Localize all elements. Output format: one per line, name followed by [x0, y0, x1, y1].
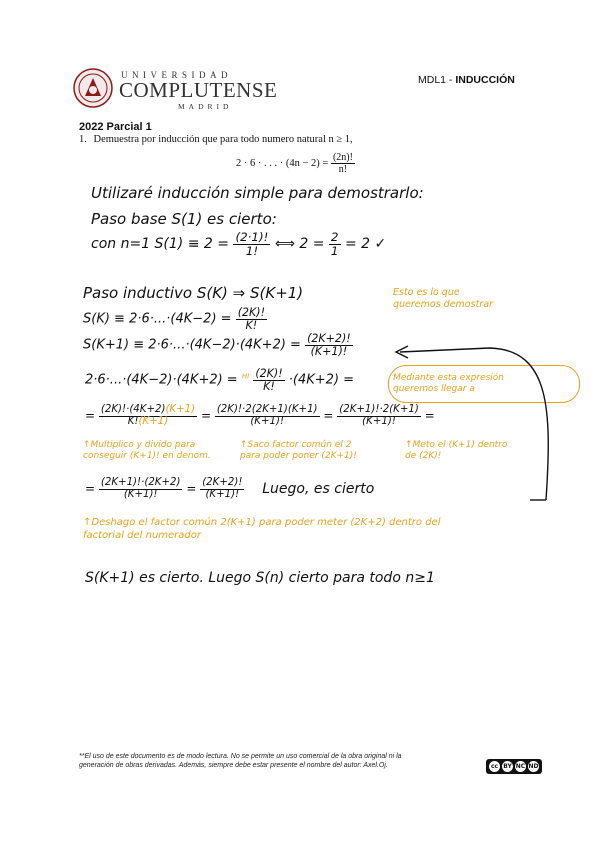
annotation-insert: ↑Meto el (K+1) dentro de (2K)! — [405, 440, 508, 462]
hw-base-frac1 — [233, 231, 270, 257]
hw-final-conclusion: Luego, es cierto — [262, 480, 375, 497]
hw-base-case — [91, 231, 386, 257]
cc-icon: cc — [490, 763, 499, 770]
hw-hi-mark: HI — [241, 372, 250, 381]
hw-hi-a: 2·6·...·(4K−2)·(4K+2) = — [85, 372, 238, 388]
footer-note — [79, 752, 469, 770]
hw-chain-n1a: (2K)!·(4K+2) — [100, 404, 166, 415]
hw-sk-den: K! — [245, 318, 258, 332]
hw-sk-num: (2K)! — [237, 306, 266, 319]
hw-chain-n1b: (K+1) — [165, 404, 196, 415]
license-badge — [486, 759, 542, 774]
problem-statement — [79, 134, 353, 145]
hw-chain: = $\frac{(2K)!\cdot(4K+2)(K+1)}{K!(K+1)}$ = $\frac{(2K)!\cdot 2(2K+1)(K+1)}{(K+1)!}$ = $\frac{(2K+1)!\cdot 2(K+1)}{(K+1)!}$ = — [85, 404, 435, 427]
hw-chain-n3: (2K+1)!·2(K+1) — [339, 404, 419, 415]
hw-conclusion: S(K+1) es cierto. Luego S(n) cierto para todo n≥1 — [85, 570, 435, 586]
formula-num: (2n)! — [332, 152, 353, 163]
hw-sk1 — [83, 333, 353, 357]
hw-base-frac2-den: 1 — [330, 243, 339, 258]
hw-sk1-num: (2K+2)! — [307, 332, 351, 345]
problem-number: 1. — [79, 134, 87, 145]
hw-hi-b: ·(4K+2) = — [288, 372, 355, 388]
hw-inductive-title: Paso inductivo S(K) ⇒ S(K+1) — [83, 284, 304, 302]
problem-text: Demuestra por inducción que para todo numero natural n ≥ 1, — [93, 134, 353, 145]
hw-final-d1: (K+1)! — [123, 488, 158, 500]
hw-base-c: = 2 ✓ — [344, 236, 387, 252]
hw-sk1-den: (K+1)! — [310, 344, 348, 358]
university-name-top: UNIVERSIDAD — [121, 70, 232, 80]
university-name-main: COMPLUTENSE — [119, 78, 278, 102]
hw-base-a: con n=1 S(1) ≡ 2 = — [91, 236, 229, 252]
by-icon: BY — [503, 763, 512, 770]
hw-hi-frac — [253, 368, 284, 392]
hw-chain-d2: (K+1)! — [250, 415, 285, 427]
problem-formula — [236, 152, 355, 175]
hw-base-frac2-num: 2 — [330, 230, 339, 244]
formula-den: n! — [338, 164, 348, 175]
hw-sk — [83, 307, 267, 331]
hw-chain-d1a: K! — [127, 415, 139, 427]
formula-fraction — [331, 152, 355, 175]
hw-chain-frac2 — [215, 405, 320, 427]
hw-sk1-a: S(K+1) ≡ 2·6·...·(4K−2)·(4K+2) = — [83, 337, 301, 353]
annotation-undo: ↑Deshago el factor común 2(K+1) para poder meter (2K+2) dentro del factorial del numerador — [83, 517, 441, 541]
course-title — [418, 74, 515, 86]
hw-hi-num: (2K)! — [255, 367, 283, 380]
hw-base-b: ⟺ 2 = — [274, 236, 325, 252]
connector-arrow — [380, 330, 555, 510]
hw-final-n1: (2K+1)!·(2K+2) — [100, 477, 181, 488]
hw-final-frac1 — [99, 478, 183, 500]
footer-line-1: **El uso de este documento es de modo lectura. No se permite un uso comercial de la obra original ni la — [79, 753, 402, 760]
hw-base-case-title: Paso base S(1) es cierto: — [91, 210, 277, 228]
footer-line-2: generación de obras derivadas. Además, siempre debe estar presente el nombre del autor: Axel.Oj. — [79, 762, 388, 770]
hw-final-n2: (2K+2)! — [202, 477, 243, 488]
nd-icon: ND — [528, 763, 539, 770]
course-code: MDL1 - — [418, 74, 456, 86]
hw-base-frac2 — [329, 231, 341, 257]
hw-final-frac2 — [200, 478, 244, 500]
hw-sk-frac — [236, 307, 267, 331]
nc-icon: NC — [515, 763, 526, 770]
hw-sk1-frac — [305, 333, 353, 357]
formula-left: 2 · 6 · . . . · (4n − 2) = — [236, 157, 329, 169]
annotation-goal: Esto es lo que queremos demostrar — [393, 287, 493, 310]
hw-base-frac1-den: 1! — [245, 243, 259, 258]
annotation-expression: Mediante esta expresión queremos llegar a — [393, 373, 505, 395]
hw-chain-n2: (2K)!·2(2K+1)(K+1) — [216, 404, 318, 415]
hw-hi-line — [85, 368, 354, 392]
hw-chain-frac1 — [99, 405, 197, 427]
hw-intro: Utilizaré inducción simple para demostrarlo: — [91, 184, 424, 202]
hw-final-chain: = $\frac{(2K+1)!\cdot(2K+2)}{(K+1)!}$ = $\frac{(2K+2)!}{(K+1)!}$ Luego, es cierto — [85, 477, 375, 500]
hw-final-d2: (K+1)! — [205, 488, 240, 500]
section-title: 2022 Parcial 1 — [79, 121, 152, 133]
university-crest — [73, 66, 113, 110]
annotation-multiply: ↑Multiplico y divido para conseguir (K+1)! en denom. — [83, 440, 211, 462]
hw-sk-a: S(K) ≡ 2·6·...·(4K−2) = — [83, 311, 232, 327]
hw-base-frac1-num: (2·1)! — [235, 230, 269, 244]
hw-hi-den: K! — [263, 379, 275, 393]
annotation-factor: ↑Saco factor común el 2 para poder poner (2K+1)! — [240, 440, 357, 462]
course-topic: INDUCCIÓN — [455, 74, 515, 86]
hw-chain-d3: (K+1)! — [362, 415, 396, 427]
university-name-city: MADRID — [178, 102, 233, 111]
hw-chain-d1b: (K+1) — [138, 415, 169, 427]
